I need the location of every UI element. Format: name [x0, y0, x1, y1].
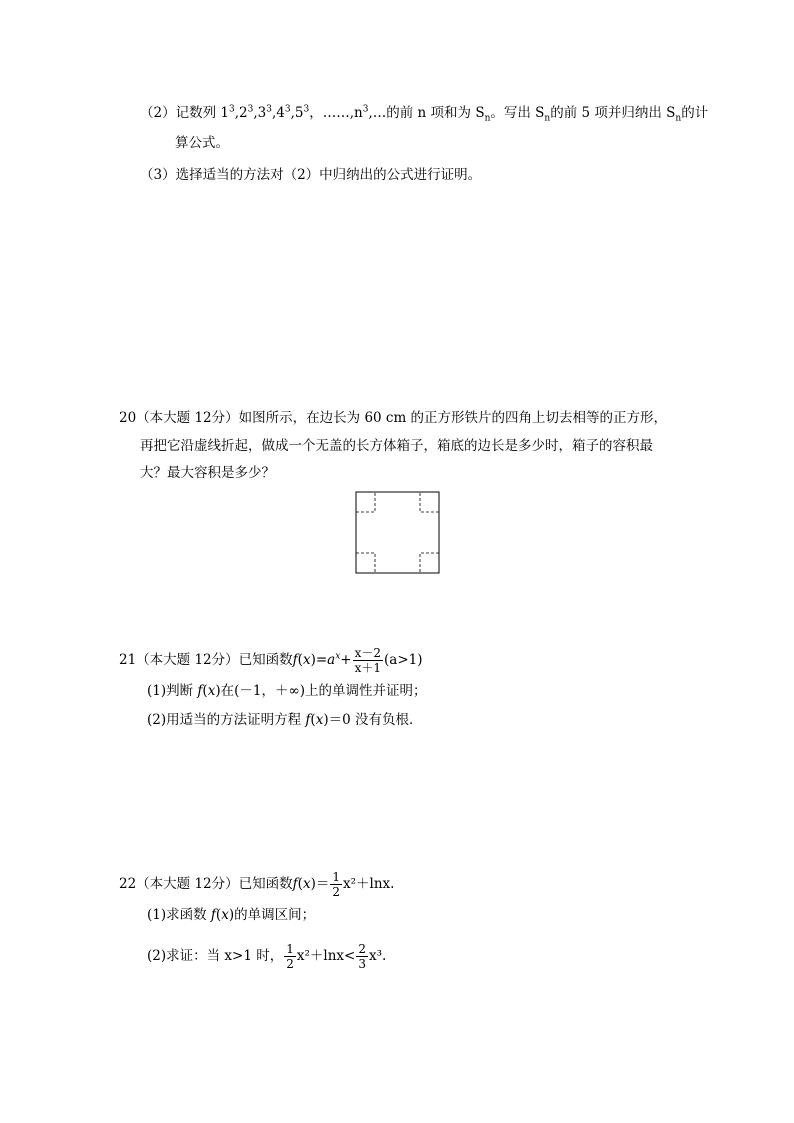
- q20-line3: 大？最大容积是多少？: [140, 465, 275, 481]
- fraction-one-half: $\frac{1}{2}$: [286, 942, 294, 971]
- q22-head: 22（本大题 12分）已知函数f(x)＝ $\frac{1}{2}$ x²＋lnx.: [119, 870, 395, 899]
- q21-part2: (2)用适当的方法证明方程 f(x)＝0 没有负根．: [147, 712, 423, 728]
- q22-part1: (1)求函数 f(x)的单调区间；: [147, 907, 316, 923]
- fraction-two-thirds: $\frac{2}{3}$: [358, 942, 366, 971]
- sheet-outline: [356, 492, 439, 573]
- q19-part3: （3）选择适当的方法对（2）中归纳出的公式进行证明。: [140, 167, 482, 183]
- q20-line2: 再把它沿虚线折起，做成一个无盖的长方体箱子，箱底的边长是多少时，箱子的容积最: [140, 438, 653, 454]
- square-sheet-diagram: [355, 491, 441, 575]
- q19-part2-line1: （2）记数列 $1^3,2^3,3^3,4^3,5^3$，$\dots\dots,n^3,\dots$的前 n 项和为 $S_n$。写出 $S_n$的前 5 项并归纳出 $S_n$的计: [140, 104, 709, 124]
- q21-part1: (1)判断 f(x)在(－1，＋∞)上的单调性并证明；: [147, 683, 427, 699]
- q19-part2-line2: 算公式。: [175, 135, 229, 151]
- q22-part2: (2)求证：当 x>1 时， $\frac{1}{2}$ x²＋lnx< $\frac{2}{3}$ x³.: [147, 942, 387, 971]
- q20-line1: 20（本大题 12分）如图所示，在边长为 60 cm 的正方形铁片的四角上切去相等的正方形，: [119, 410, 668, 426]
- fold-lines: [356, 492, 439, 573]
- corner-cut-bottom-left: [356, 553, 375, 573]
- corner-cut-top-right: [420, 492, 439, 512]
- corner-cut-bottom-right: [420, 553, 439, 573]
- fraction: $\frac{x-2}{x+1}$: [354, 646, 382, 675]
- corner-cut-top-left: [356, 492, 375, 512]
- fraction-one-half: $\frac{1}{2}$: [332, 870, 340, 899]
- q21-head: 21（本大题 12分）已知函数$f(x)=a^x+$ $\frac{x-2}{x+1}$ (a>1): [119, 646, 423, 675]
